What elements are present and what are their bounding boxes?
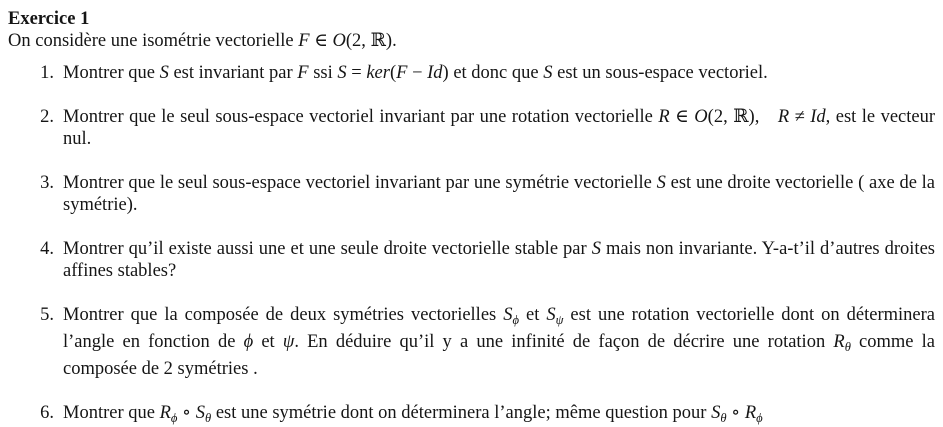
item-number: 3. [40, 173, 54, 193]
text-run: (2, ℝ), [707, 107, 778, 127]
text-run: − [407, 63, 428, 83]
text-run: est invariant par [168, 63, 298, 83]
math-symbol: F [298, 31, 310, 51]
math-symbol: ϕ [243, 332, 254, 353]
item-text [63, 304, 935, 380]
math-symbol: S [591, 239, 601, 259]
math-symbol: S [711, 403, 721, 424]
text-run: On considère une isométrie vectorielle [8, 31, 299, 51]
text-run: est un sous-espace vectoriel. [552, 63, 768, 83]
math-subscript: ϕ [170, 411, 178, 426]
item-text [63, 238, 935, 282]
item-text [63, 402, 935, 427]
text-run: ≠ [789, 107, 811, 127]
item-number: 2. [40, 107, 54, 127]
math-subscript: ϕ [756, 411, 763, 426]
math-symbol: S [503, 305, 513, 325]
math-symbol: R [159, 403, 171, 424]
math-subscript: ϕ [512, 313, 519, 328]
text-run: Montrer que [63, 403, 160, 424]
text-run: . En déduire qu’il y a une infinité de façon de décrire une rotation [294, 332, 834, 353]
math-symbol: O [332, 31, 346, 51]
item-number: 6. [40, 403, 54, 424]
item-text [63, 106, 935, 150]
item-number: 1. [40, 63, 54, 83]
text-run: Montrer que [63, 63, 160, 83]
exercise-title: Exercice 1 [8, 9, 90, 29]
text-run: ∘ [726, 403, 745, 424]
exercise-item-1 [8, 62, 935, 84]
math-symbol: S [195, 403, 205, 424]
math-symbol: S [543, 63, 553, 83]
text-run: Montrer que le seul sous-espace vectoriel invariant par une rotation vectorielle [63, 107, 659, 127]
text-run: et [519, 305, 547, 325]
text-run: Montrer que la composée de deux symétries vectorielles [63, 305, 504, 325]
text-run: , est le vecteur nul. [63, 107, 936, 149]
math-symbol: F [297, 63, 309, 83]
text-run: mais non invariante. Y-a-t’il d’autres droites affines stables? [63, 239, 935, 281]
math-symbol: R [833, 332, 845, 353]
item-number: 4. [40, 239, 54, 259]
math-subscript: ψ [555, 313, 564, 328]
math-symbol: O [694, 107, 708, 127]
math-symbol: S [337, 63, 347, 83]
exercise-item-4 [8, 238, 935, 282]
math-symbol: Id [427, 63, 443, 83]
text-run: (2, ℝ). [345, 31, 397, 51]
text-run: comme la composée de 2 symétries . [63, 332, 935, 380]
math-symbol: F [396, 63, 408, 83]
text-run: ∘ [177, 403, 196, 424]
item-number: 5. [40, 305, 54, 325]
math-symbol: R [658, 107, 670, 127]
text-run: Montrer qu’il existe aussi une et une seule droite vectorielle stable par [63, 239, 592, 259]
text-run: ssi [308, 63, 338, 83]
math-subscript: θ [844, 340, 851, 355]
exercise-item-5 [8, 304, 935, 380]
item-text [63, 62, 935, 84]
text-run: ∈ [309, 31, 333, 51]
text-run: ( [389, 63, 397, 83]
text-run: et [253, 332, 283, 353]
math-symbol: R [744, 403, 757, 424]
item-text [63, 172, 935, 216]
math-symbol: S [656, 173, 666, 193]
text-run: est une symétrie dont on déterminera l’angle; même question pour [211, 403, 712, 424]
exercise-item-6 [8, 402, 935, 427]
text-run: = [346, 63, 367, 83]
math-symbol: S [546, 305, 556, 325]
text-run: est une rotation vectorielle dont on déterminera l’angle en fonction de [63, 305, 936, 353]
intro-paragraph [8, 30, 935, 52]
text-run: ) et donc que [442, 63, 544, 83]
math-subscript: θ [205, 411, 212, 426]
math-symbol: ψ [282, 332, 295, 353]
exercise-item-3 [8, 172, 935, 216]
math-symbol: ker [366, 63, 390, 83]
math-symbol: Id [810, 107, 826, 127]
math-symbol: R [777, 107, 790, 127]
exercise-list [8, 62, 935, 427]
text-run: Montrer que le seul sous-espace vectoriel invariant par une symétrie vectorielle [63, 173, 657, 193]
math-subscript: θ [720, 411, 727, 426]
text-run: est une droite vectorielle ( axe de la symétrie). [63, 173, 936, 215]
math-symbol: S [159, 63, 169, 83]
exercise-item-2 [8, 106, 935, 150]
text-run: ∈ [669, 107, 695, 127]
